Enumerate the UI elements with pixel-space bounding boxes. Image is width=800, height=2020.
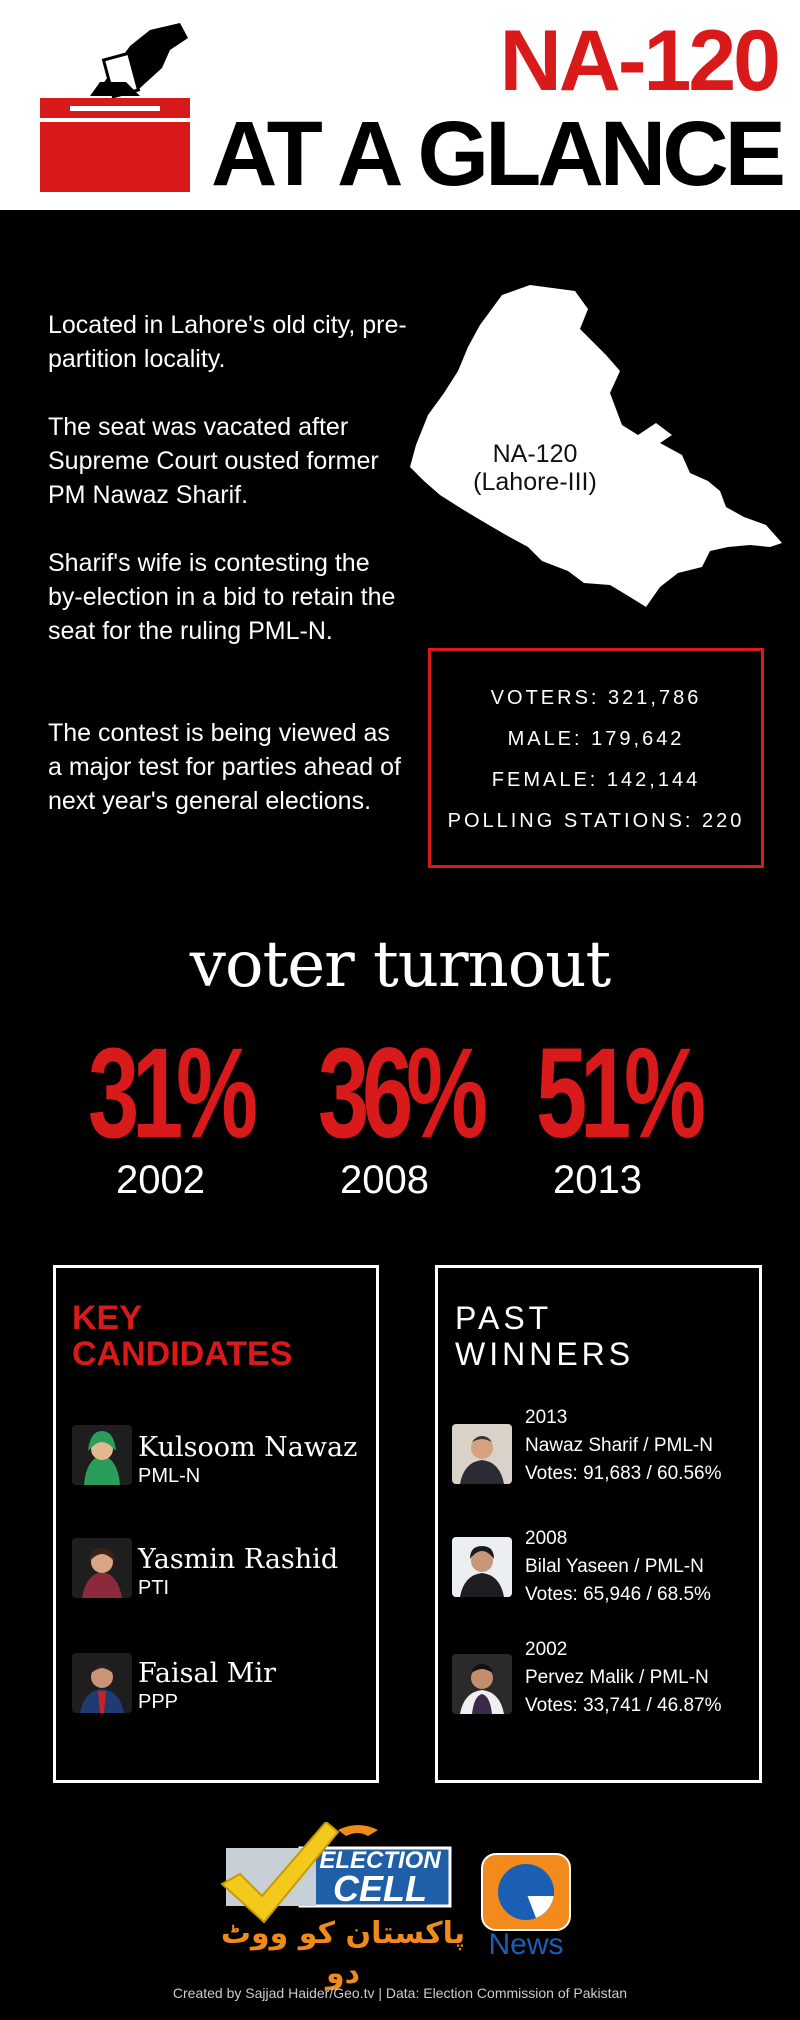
winner-votes: Votes: 65,946 / 68.5% <box>525 1584 711 1605</box>
urdu-slogan: پاکستان کو ووٹ دو <box>220 1916 466 1991</box>
candidate-avatar <box>72 1538 132 1598</box>
ballot-box-icon <box>30 18 205 193</box>
key-candidates-title-line1: KEY <box>72 1299 142 1337</box>
turnout-percent-2002: 31% <box>88 1022 251 1165</box>
key-candidates-title <box>72 1300 292 1372</box>
turnout-percent-2013: 51% <box>536 1022 699 1165</box>
winner-name: Pervez Malik / PML-N <box>525 1667 709 1688</box>
candidate-name: Faisal Mir <box>138 1658 276 1689</box>
winner-year: 2013 <box>525 1407 568 1428</box>
election-cell-text-2: CELL <box>333 1868 427 1909</box>
winner-name: Nawaz Sharif / PML-N <box>525 1435 713 1456</box>
turnout-year-2008: 2008 <box>340 1158 429 1202</box>
intro-paragraph-3: Sharif's wife is contesting the by-election in a bid to retain the seat for the ruling PML-N. <box>48 549 396 645</box>
title-line-1: NA-120 <box>499 13 778 109</box>
intro-paragraph-1: Located in Lahore's old city, pre-partition locality. <box>48 311 407 373</box>
intro-paragraph-4: The contest is being viewed as a major test for parties ahead of next year's general elections. <box>48 719 401 815</box>
map-label-name: NA-120 <box>492 440 578 468</box>
turnout-percent-2008: 36% <box>318 1022 481 1165</box>
winner-name: Bilal Yaseen / PML-N <box>525 1556 704 1577</box>
map-label-sub: (Lahore-III) <box>473 468 597 496</box>
past-winners-title-line1: PAST <box>455 1300 553 1336</box>
geo-logo-icon <box>480 1852 572 1932</box>
turnout-year-2002: 2002 <box>116 1158 205 1202</box>
candidate-name: Kulsoom Nawaz <box>138 1432 358 1463</box>
candidate-party: PML-N <box>138 1465 201 1487</box>
winner-votes: Votes: 91,683 / 60.56% <box>525 1463 722 1484</box>
intro-paragraph-2: The seat was vacated after Supreme Court ousted former PM Nawaz Sharif. <box>48 413 379 509</box>
winner-avatar <box>452 1537 512 1597</box>
geo-news-logo <box>480 1852 572 1962</box>
candidate-name: Yasmin Rashid <box>138 1544 339 1575</box>
stat-male: MALE: 179,642 <box>507 728 685 750</box>
election-cell-text-1: ELECTION <box>319 1847 441 1874</box>
election-cell-logo <box>218 1822 468 1991</box>
winner-avatar <box>452 1424 512 1484</box>
winner-avatar <box>452 1654 512 1714</box>
title-line-2: AT A GLANCE <box>211 103 782 205</box>
candidate-party: PTI <box>138 1577 170 1599</box>
past-winners-title <box>455 1300 634 1372</box>
map-label <box>460 440 610 496</box>
winner-votes: Votes: 33,741 / 46.87% <box>525 1695 722 1716</box>
key-candidates-title-line2: CANDIDATES <box>72 1335 293 1373</box>
stat-female: FEMALE: 142,144 <box>491 769 701 791</box>
candidate-party: PPP <box>138 1691 179 1713</box>
past-winners-title-line2: WINNERS <box>455 1336 635 1372</box>
news-wordmark: News <box>488 1928 564 1961</box>
footer-credit: Created by Sajjad Haider/Geo.tv | Data: Election Commission of Pakistan <box>172 1985 628 2001</box>
candidate-avatar <box>72 1425 132 1485</box>
winner-year: 2008 <box>525 1528 568 1549</box>
winner-year: 2002 <box>525 1639 568 1660</box>
candidate-avatar <box>72 1653 132 1713</box>
turnout-year-2013: 2013 <box>553 1158 642 1202</box>
stats-box <box>428 648 764 868</box>
turnout-title: voter turnout <box>189 928 611 1002</box>
stat-voters: VOTERS: 321,786 <box>490 687 702 709</box>
stat-polling-stations: POLLING STATIONS: 220 <box>447 810 745 832</box>
